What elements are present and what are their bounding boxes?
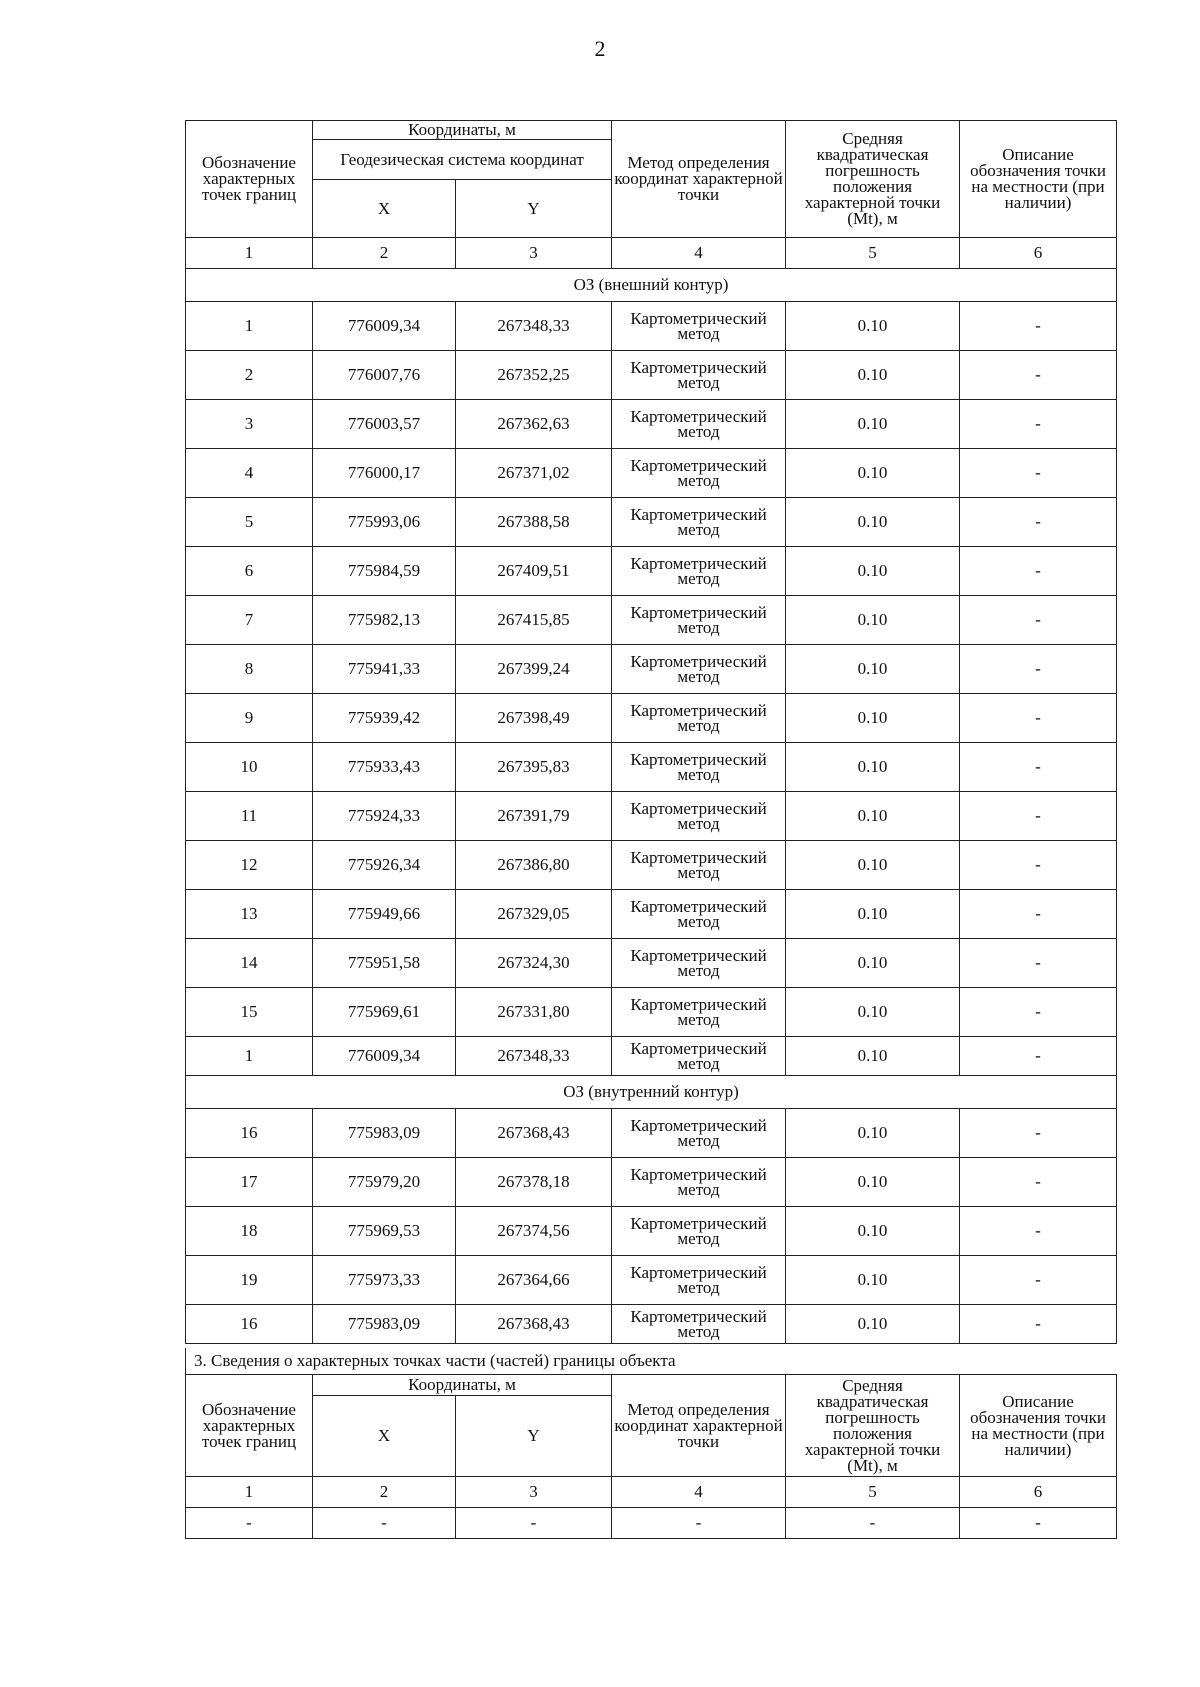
table-row xyxy=(186,498,1117,547)
header-x: X xyxy=(313,1396,456,1477)
section-outer-contour: ОЗ (внешний контур) xyxy=(186,269,1117,302)
cell-x: 775982,13 xyxy=(313,596,456,645)
cell-x: 775993,06 xyxy=(313,498,456,547)
cell-x: 775983,09 xyxy=(313,1109,456,1158)
cell-description: - xyxy=(960,1037,1117,1076)
cell-error: 0.10 xyxy=(786,988,960,1037)
cell-error: 0.10 xyxy=(786,547,960,596)
cell-method: Картометрический метод xyxy=(612,351,786,400)
cell-designation: 5 xyxy=(186,498,313,547)
cell-error: 0.10 xyxy=(786,890,960,939)
table-row xyxy=(186,596,1117,645)
cell-method: Картометрический метод xyxy=(612,792,786,841)
cell-y: - xyxy=(456,1508,612,1539)
cell-y: 267391,79 xyxy=(456,792,612,841)
cell-designation: 7 xyxy=(186,596,313,645)
cell-description: - xyxy=(960,1256,1117,1305)
cell-y: 267415,85 xyxy=(456,596,612,645)
coordinates-table xyxy=(185,120,1117,1344)
cell-x: 775933,43 xyxy=(313,743,456,792)
cell-description: - xyxy=(960,792,1117,841)
cell-designation: 2 xyxy=(186,351,313,400)
cell-description: - xyxy=(960,1109,1117,1158)
cell-designation: - xyxy=(186,1508,313,1539)
cell-method: Картометрический метод xyxy=(612,841,786,890)
header-coordinates: Координаты, м xyxy=(313,121,612,140)
cell-method: Картометрический метод xyxy=(612,939,786,988)
cell-x: 776007,76 xyxy=(313,351,456,400)
cell-designation: 16 xyxy=(186,1305,313,1344)
cell-error: 0.10 xyxy=(786,302,960,351)
cell-description: - xyxy=(960,302,1117,351)
cell-method: Картометрический метод xyxy=(612,890,786,939)
cell-description: - xyxy=(960,449,1117,498)
cell-method: Картометрический метод xyxy=(612,1256,786,1305)
table-row xyxy=(186,302,1117,351)
cell-error: 0.10 xyxy=(786,498,960,547)
cell-method: Картометрический метод xyxy=(612,1207,786,1256)
cell-designation: 3 xyxy=(186,400,313,449)
cell-designation: 8 xyxy=(186,645,313,694)
header-coordinates: Координаты, м xyxy=(313,1375,612,1396)
cell-description: - xyxy=(960,841,1117,890)
cell-method: Картометрический метод xyxy=(612,547,786,596)
page-number: 2 xyxy=(594,36,606,61)
cell-y: 267364,66 xyxy=(456,1256,612,1305)
cell-y: 267348,33 xyxy=(456,1037,612,1076)
cell-y: 267331,80 xyxy=(456,988,612,1037)
cell-y: 267371,02 xyxy=(456,449,612,498)
header-description: Описание обозначения точки на местности (при наличии) xyxy=(960,121,1117,238)
table-row xyxy=(186,743,1117,792)
cell-y: 267324,30 xyxy=(456,939,612,988)
cell-x: 775939,42 xyxy=(313,694,456,743)
cell-error: 0.10 xyxy=(786,1256,960,1305)
cell-x: 775979,20 xyxy=(313,1158,456,1207)
table-row xyxy=(186,1207,1117,1256)
cell-error: 0.10 xyxy=(786,1037,960,1076)
table-row xyxy=(186,694,1117,743)
cell-method: Картометрический метод xyxy=(612,1109,786,1158)
cell-error: 0.10 xyxy=(786,596,960,645)
cell-designation: 14 xyxy=(186,939,313,988)
column-numbers-row xyxy=(186,1477,1117,1508)
cell-description: - xyxy=(960,547,1117,596)
cell-description: - xyxy=(960,1158,1117,1207)
cell-y: 267374,56 xyxy=(456,1207,612,1256)
cell-description: - xyxy=(960,939,1117,988)
cell-method: Картометрический метод xyxy=(612,645,786,694)
cell-designation: 18 xyxy=(186,1207,313,1256)
cell-error: 0.10 xyxy=(786,792,960,841)
table-row xyxy=(186,449,1117,498)
cell-error: 0.10 xyxy=(786,645,960,694)
header-error: Средняя квадратическая погрешность положения характерной точки (Mt), м xyxy=(786,1375,960,1477)
cell-x: 775973,33 xyxy=(313,1256,456,1305)
col-number: 6 xyxy=(960,1477,1117,1508)
cell-description: - xyxy=(960,1508,1117,1539)
cell-error: 0.10 xyxy=(786,841,960,890)
cell-y: 267368,43 xyxy=(456,1305,612,1344)
cell-method: Картометрический метод xyxy=(612,743,786,792)
table-row xyxy=(186,1508,1117,1539)
cell-description: - xyxy=(960,988,1117,1037)
table-row xyxy=(186,351,1117,400)
table-row xyxy=(186,792,1117,841)
cell-description: - xyxy=(960,1305,1117,1344)
cell-designation: 4 xyxy=(186,449,313,498)
cell-error: 0.10 xyxy=(786,939,960,988)
section-inner-contour: ОЗ (внутренний контур) xyxy=(186,1076,1117,1109)
cell-designation: 11 xyxy=(186,792,313,841)
parts-table xyxy=(185,1348,1117,1539)
cell-y: 267329,05 xyxy=(456,890,612,939)
cell-error: 0.10 xyxy=(786,351,960,400)
cell-method: Картометрический метод xyxy=(612,302,786,351)
header-coordinate-system: Геодезическая система координат xyxy=(313,140,612,180)
col-number: 2 xyxy=(313,1477,456,1508)
cell-method: Картометрический метод xyxy=(612,449,786,498)
cell-method: - xyxy=(612,1508,786,1539)
cell-x: 775941,33 xyxy=(313,645,456,694)
cell-x: 775951,58 xyxy=(313,939,456,988)
cell-x: 776009,34 xyxy=(313,302,456,351)
cell-error: 0.10 xyxy=(786,1158,960,1207)
cell-designation: 9 xyxy=(186,694,313,743)
cell-error: 0.10 xyxy=(786,449,960,498)
cell-x: 775926,34 xyxy=(313,841,456,890)
cell-y: 267378,18 xyxy=(456,1158,612,1207)
cell-method: Картометрический метод xyxy=(612,694,786,743)
table-row xyxy=(186,400,1117,449)
column-numbers-row xyxy=(186,238,1117,269)
cell-y: 267395,83 xyxy=(456,743,612,792)
col-number: 4 xyxy=(612,1477,786,1508)
cell-y: 267386,80 xyxy=(456,841,612,890)
cell-description: - xyxy=(960,645,1117,694)
table-row xyxy=(186,841,1117,890)
cell-x: 776009,34 xyxy=(313,1037,456,1076)
header-y: Y xyxy=(456,180,612,238)
cell-x: 775949,66 xyxy=(313,890,456,939)
col-number: 1 xyxy=(186,238,313,269)
cell-method: Картометрический метод xyxy=(612,400,786,449)
table-row xyxy=(186,1256,1117,1305)
cell-designation: 1 xyxy=(186,302,313,351)
table-row xyxy=(186,939,1117,988)
header-error: Средняя квадратическая погрешность положения характерной точки (Mt), м xyxy=(786,121,960,238)
cell-error: 0.10 xyxy=(786,694,960,743)
header-designation: Обозначение характерных точек границ xyxy=(186,1375,313,1477)
cell-designation: 12 xyxy=(186,841,313,890)
cell-y: 267362,63 xyxy=(456,400,612,449)
col-number: 5 xyxy=(786,238,960,269)
cell-designation: 16 xyxy=(186,1109,313,1158)
cell-designation: 10 xyxy=(186,743,313,792)
table-row xyxy=(186,547,1117,596)
header-designation: Обозначение характерных точек границ xyxy=(186,121,313,238)
cell-description: - xyxy=(960,400,1117,449)
header-method: Метод определения координат характерной точки xyxy=(612,121,786,238)
cell-designation: 6 xyxy=(186,547,313,596)
header-x: X xyxy=(313,180,456,238)
cell-method: Картометрический метод xyxy=(612,1158,786,1207)
cell-description: - xyxy=(960,694,1117,743)
cell-x: 776003,57 xyxy=(313,400,456,449)
section-3-caption: 3. Сведения о характерных точках части (частей) границы объекта xyxy=(186,1348,1117,1375)
table-row xyxy=(186,1158,1117,1207)
col-number: 5 xyxy=(786,1477,960,1508)
cell-method: Картометрический метод xyxy=(612,498,786,547)
cell-error: 0.10 xyxy=(786,1109,960,1158)
cell-designation: 1 xyxy=(186,1037,313,1076)
cell-description: - xyxy=(960,743,1117,792)
cell-designation: 17 xyxy=(186,1158,313,1207)
cell-y: 267399,24 xyxy=(456,645,612,694)
cell-description: - xyxy=(960,1207,1117,1256)
cell-y: 267352,25 xyxy=(456,351,612,400)
cell-x: 775924,33 xyxy=(313,792,456,841)
cell-description: - xyxy=(960,351,1117,400)
header-y: Y xyxy=(456,1396,612,1477)
cell-method: Картометрический метод xyxy=(612,596,786,645)
table-row xyxy=(186,1305,1117,1344)
header-method: Метод определения координат характерной точки xyxy=(612,1375,786,1477)
col-number: 1 xyxy=(186,1477,313,1508)
cell-description: - xyxy=(960,596,1117,645)
cell-x: 775983,09 xyxy=(313,1305,456,1344)
table-row xyxy=(186,645,1117,694)
cell-error: 0.10 xyxy=(786,1207,960,1256)
cell-error: - xyxy=(786,1508,960,1539)
table-row xyxy=(186,988,1117,1037)
cell-x: - xyxy=(313,1508,456,1539)
col-number: 2 xyxy=(313,238,456,269)
cell-method: Картометрический метод xyxy=(612,1305,786,1344)
cell-error: 0.10 xyxy=(786,743,960,792)
table-row xyxy=(186,1109,1117,1158)
col-number: 6 xyxy=(960,238,1117,269)
col-number: 4 xyxy=(612,238,786,269)
cell-description: - xyxy=(960,890,1117,939)
cell-description: - xyxy=(960,498,1117,547)
cell-y: 267388,58 xyxy=(456,498,612,547)
cell-x: 775969,53 xyxy=(313,1207,456,1256)
cell-designation: 15 xyxy=(186,988,313,1037)
cell-x: 775969,61 xyxy=(313,988,456,1037)
cell-error: 0.10 xyxy=(786,1305,960,1344)
cell-method: Картометрический метод xyxy=(612,988,786,1037)
cell-y: 267409,51 xyxy=(456,547,612,596)
table-row xyxy=(186,890,1117,939)
cell-x: 776000,17 xyxy=(313,449,456,498)
col-number: 3 xyxy=(456,238,612,269)
cell-x: 775984,59 xyxy=(313,547,456,596)
cell-y: 267348,33 xyxy=(456,302,612,351)
cell-method: Картометрический метод xyxy=(612,1037,786,1076)
cell-y: 267368,43 xyxy=(456,1109,612,1158)
header-description: Описание обозначения точки на местности (при наличии) xyxy=(960,1375,1117,1477)
cell-designation: 19 xyxy=(186,1256,313,1305)
table-row xyxy=(186,1037,1117,1076)
cell-error: 0.10 xyxy=(786,400,960,449)
cell-designation: 13 xyxy=(186,890,313,939)
cell-y: 267398,49 xyxy=(456,694,612,743)
col-number: 3 xyxy=(456,1477,612,1508)
